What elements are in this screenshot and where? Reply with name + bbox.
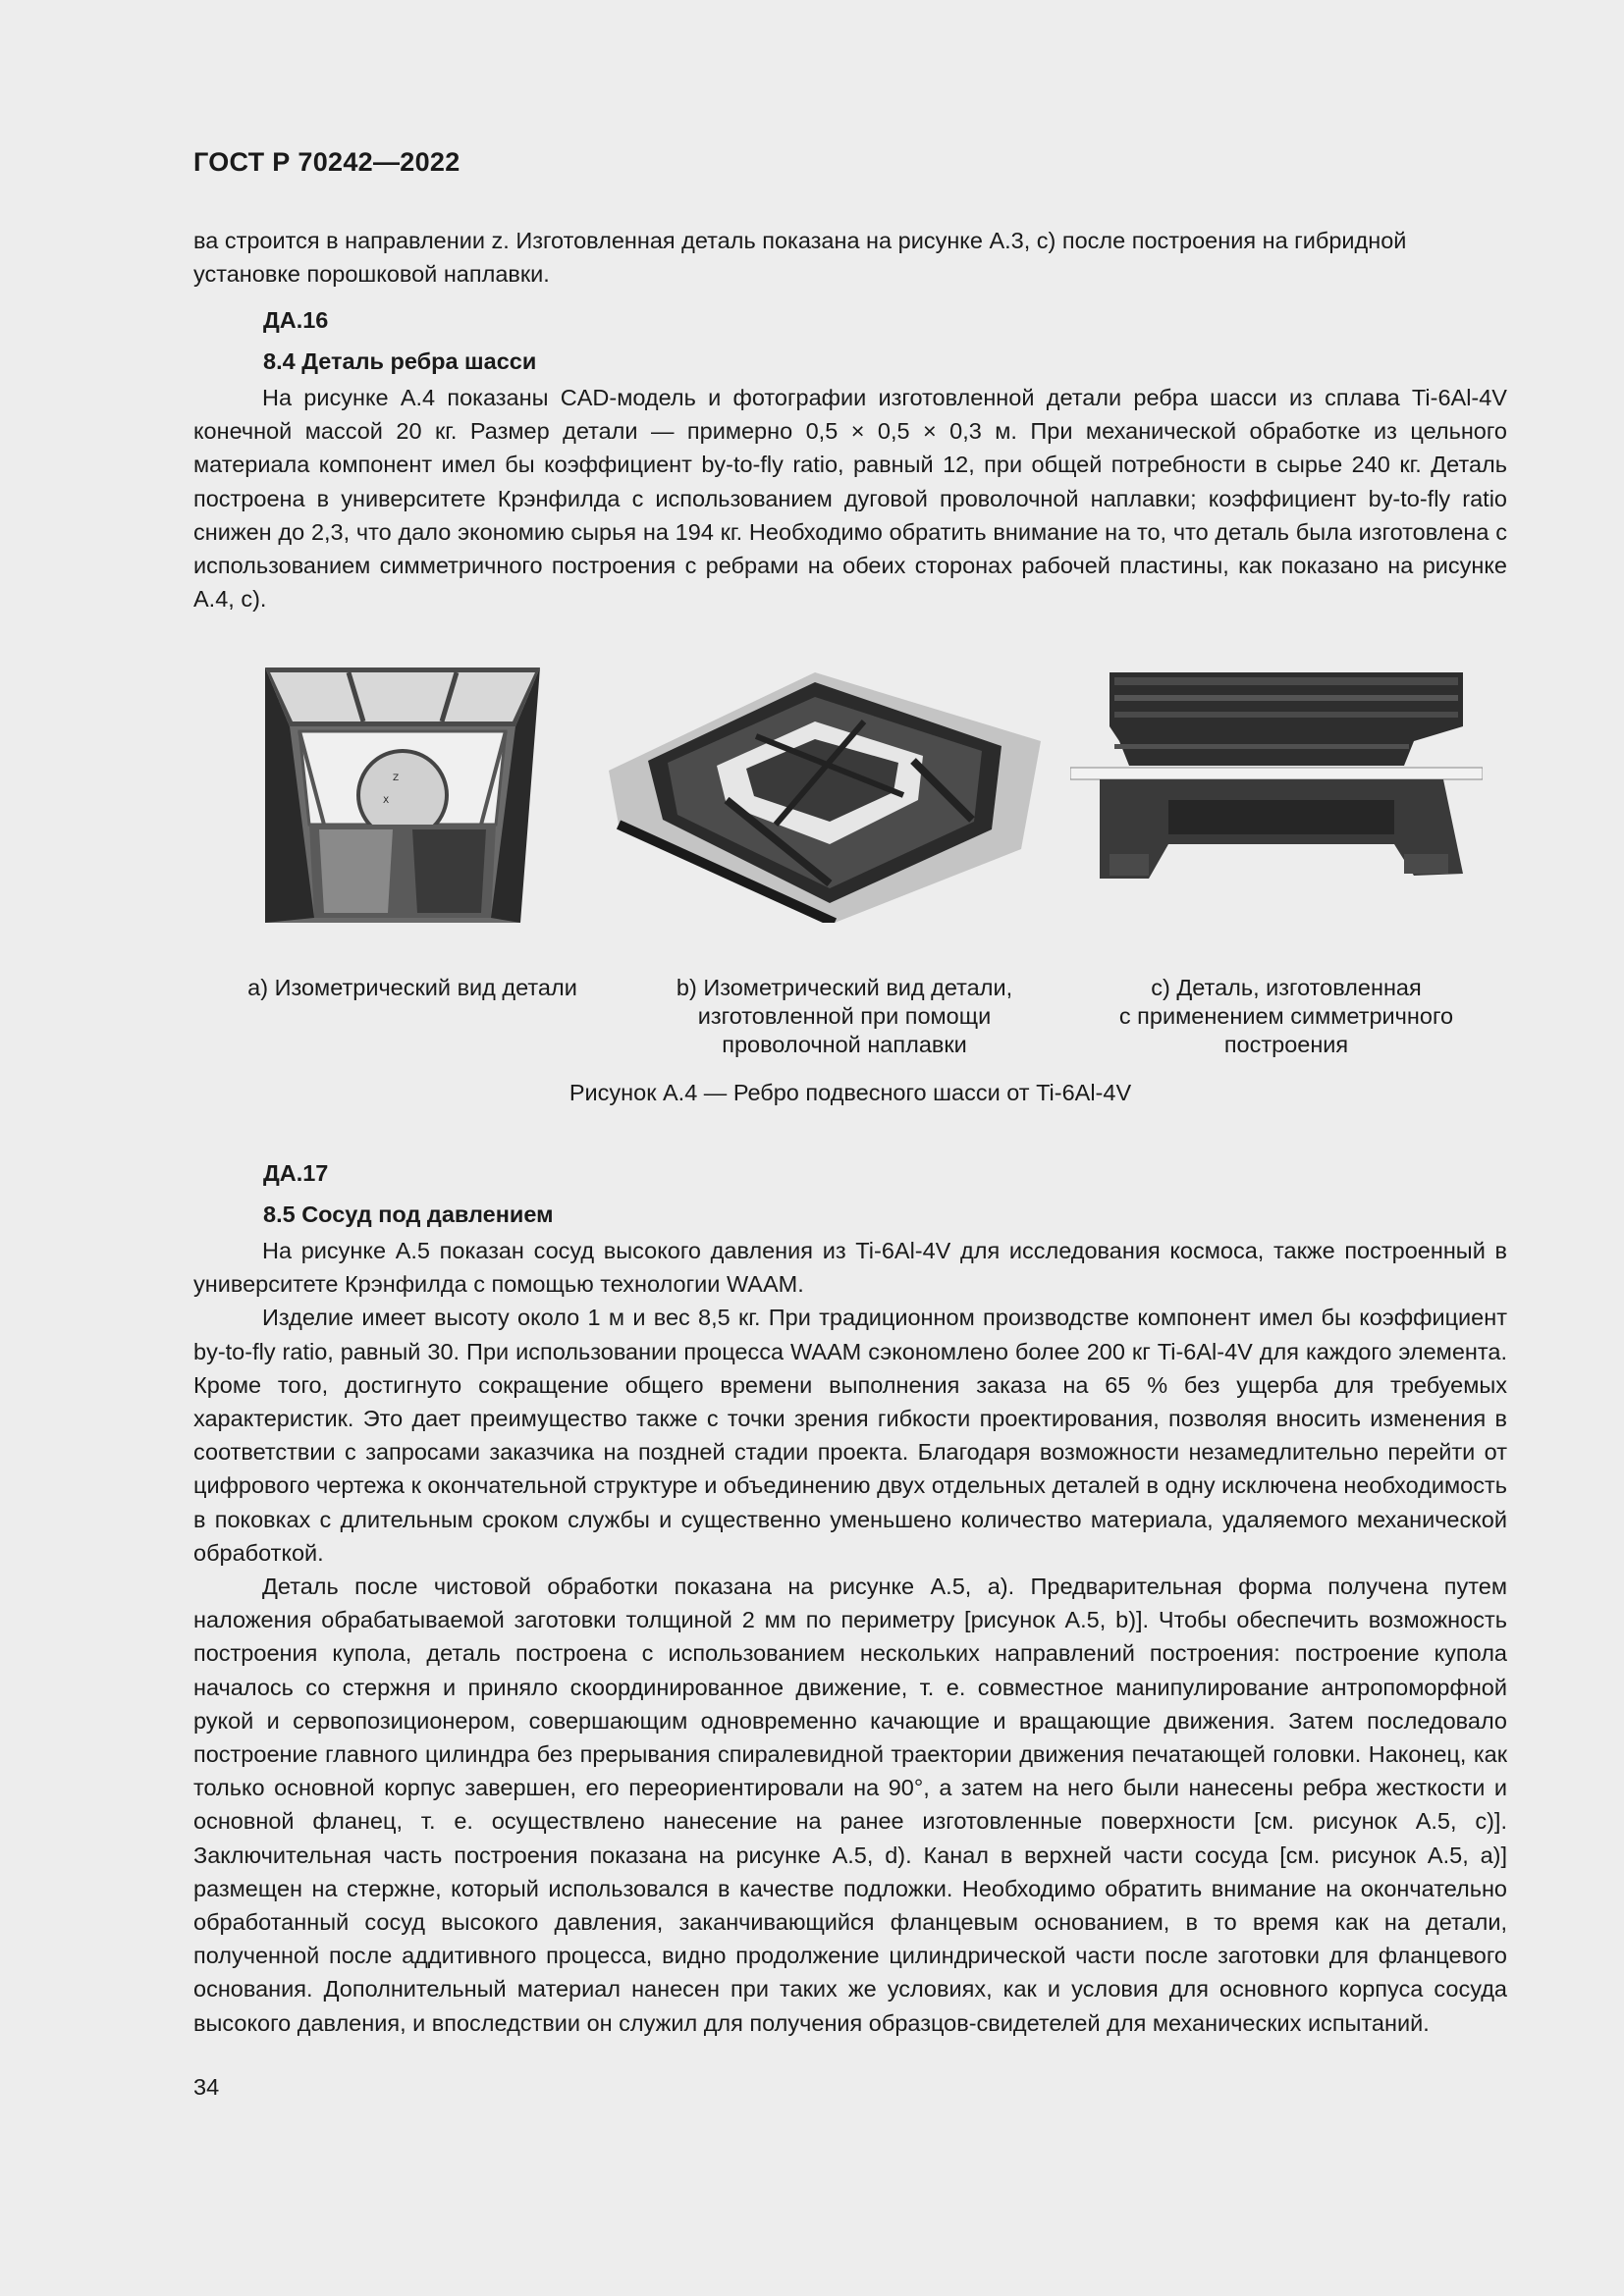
svg-text:Z: Z — [393, 774, 400, 783]
figure-caption-c — [1090, 974, 1483, 1059]
figure-title: Рисунок А.4 — Ребро подвесного шасси от Ti-6Al-4V — [568, 1080, 1132, 1105]
intro-line-1: ва строится в направлении z. Изготовленная деталь показана на рисунке А.3, с) после построения на гибридной — [193, 228, 1407, 253]
section-17-body — [193, 1234, 1507, 2040]
section-16-title: 8.4 Деталь ребра шасси — [263, 348, 537, 374]
caption-b-line-2: изготовленной при помощи — [697, 1003, 992, 1029]
wire-deposition-photo — [609, 653, 1041, 923]
section-16-body — [193, 381, 1507, 615]
section-17-paragraph-2: Изделие имеет высоту около 1 м и вес 8,5 кг. При традиционном производстве компонент имел бы коэффициент by-to-fly ratio, равный 30. При использовании процесса WAAM сэкономлено более 200 кг Ti-6Al-4V для каждого элемента. Кроме того, достигнуто сокращение общего времени выполнения заказа на 65 % без ущерба для требуемых характеристик. Это дает преимущество также с точки зрения гибкости проектирования, позволяя вносить изменения в соответствии с запросами заказчика на поздней стадии проекта. Благодаря возможности незамедлительно перейти от цифрового чертежа к окончательной структуре и объединению двух отдельных деталей в одну исключена необходимость в поковках с длительным сроком службы и существенно уменьшено количество материала, удаляемого механической обработкой. — [193, 1305, 1507, 1566]
figure-caption-b — [648, 974, 1041, 1059]
svg-text:X: X — [383, 796, 390, 806]
caption-a-text: а) Изометрический вид детали — [247, 975, 577, 1000]
section-17-title: 8.5 Сосуд под давлением — [263, 1201, 554, 1227]
intro-line-2: установке порошковой наплавки. — [193, 261, 550, 288]
figure-caption-a — [226, 974, 599, 1002]
section-17-paragraph-1: На рисунке А.5 показан сосуд высокого давления из Ti-6Al-4V для исследования космоса, также построенный в университете Крэнфилда с помощью технологии WAAM. — [193, 1238, 1507, 1298]
section-17-id: ДА.17 — [263, 1160, 329, 1186]
caption-b-line-1: b) Изометрический вид детали, — [676, 975, 1013, 1000]
cad-model-image — [255, 648, 550, 933]
caption-b-line-3: проволочной наплавки — [722, 1032, 967, 1057]
page-number: 34 — [193, 2074, 220, 2100]
symmetric-build-photo — [1070, 658, 1483, 918]
section-16-paragraph: На рисунке А.4 показаны CAD-модель и фотографии изготовленной детали ребра шасси из сплава Ti-6Al-4V конечной массой 20 кг. Размер детали — примерно 0,5 × 0,5 × 0,3 м. При механической обработке из цельного материала компонент имел бы коэффициент by-to-fly ratio, равный 12, при общей потребности в сырье 240 кг. Деталь построена в университете Крэнфилда с использованием дуговой проволочной наплавки; коэффициент by-to-fly ratio снижен до 2,3, что дало экономию сырья на 194 кг. Необходимо обратить внимание на то, что деталь была изготовлена с использованием симметричного построения с ребрами на обеих сторонах рабочей пластины, как показано на рисунке А.4, с). — [193, 385, 1507, 613]
caption-c-line-1: с) Деталь, изготовленная — [1151, 975, 1422, 1000]
caption-c-line-2: с применением симметричного — [1118, 1003, 1454, 1029]
caption-c-line-3: построения — [1223, 1032, 1349, 1057]
section-16-id: ДА.16 — [263, 307, 329, 333]
section-17-paragraph-3: Деталь после чистовой обработки показана на рисунке А.5, а). Предварительная форма получена путем наложения обрабатываемой заготовки толщиной 2 мм по периметру [рисунок А.5, b)]. Чтобы обеспечить возможность построения купола, деталь построена с использованием нескольких направлений построения: построение купола началось со стержня и приняло скоординированное движение, т. е. совместное манипулирование антропоморфной рукой и сервопозиционером, совершающим одновременно качающие и вращающие движения. Затем последовало построение главного цилиндра без прерывания спиралевидной траектории движения печатающей головки. Наконец, как только основной корпус завершен, его переориентировали на 90°, а затем на него были нанесены ребра жесткости и основной фланец, т. е. осуществлено нанесение на ранее изготовленные поверхности [см. рисунок А.5, с)]. Заключительная часть построения показана на рисунке А.5, d). Канал в верхней части сосуда [см. рисунок А.5, а)] размещен на стержне, который использовался в качестве подложки. Необходимо обратить внимание на окончательно обработанный сосуд высокого давления, заканчивающийся фланцевым основанием, в то время как на детали, полученной после аддитивного процесса, видно продолжение цилиндрической части после заготовки для фланцевого основания. Дополнительный материал нанесен при таких же условиях, как и условия для основного корпуса сосуда высокого давления, и впоследствии он служил для получения образцов-свидетелей для механических испытаний. — [193, 1574, 1507, 2036]
intro-text — [193, 224, 1507, 291]
document-header: ГОСТ Р 70242—2022 — [193, 147, 460, 177]
